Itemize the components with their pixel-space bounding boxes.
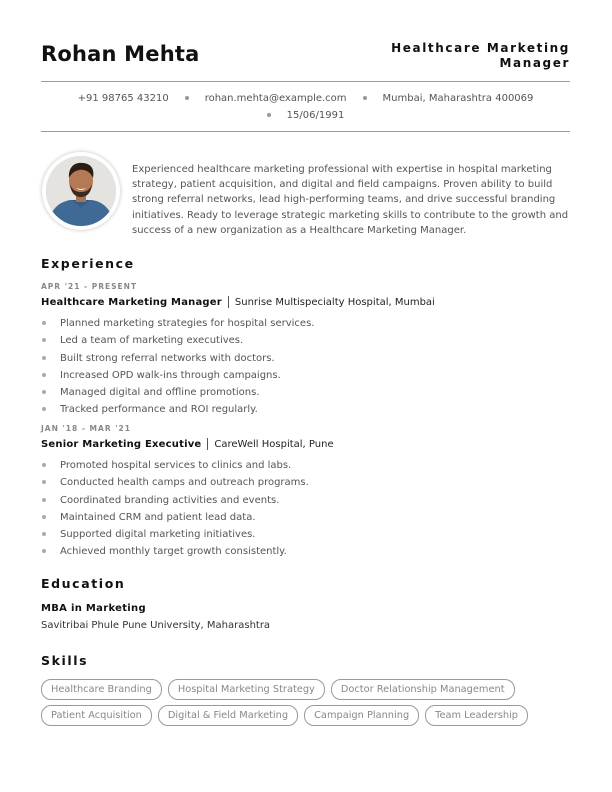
bullet-icon (42, 515, 46, 519)
skill-tag: Digital & Field Marketing (158, 705, 298, 726)
skill-tag: Campaign Planning (304, 705, 419, 726)
profile-photo (46, 156, 116, 226)
bullet-text: Maintained CRM and patient lead data. (60, 511, 256, 523)
bullet-text: Planned marketing strategies for hospital services. (60, 318, 315, 329)
job-title-line2: Manager (499, 56, 570, 70)
phone: +91 98765 43210 (77, 93, 169, 104)
job-company: Sunrise Multispecialty Hospital, Mumbai (234, 297, 435, 308)
bullet-text: Led a team of marketing executives. (60, 335, 244, 347)
section-title-skills: Skills (41, 653, 89, 668)
avatar (42, 152, 120, 230)
list-item (41, 401, 541, 418)
section-title-education: Education (41, 576, 126, 591)
job-title-line1: Healthcare Marketing (391, 41, 570, 55)
job-title (350, 41, 570, 71)
person-photo-icon (46, 156, 116, 226)
profile-summary: Experienced healthcare marketing professional with expertise in hospital marketing strategy, patient acquisition, and digital and field campaigns. Proven ability to build strong referral networks, lead high-performing teams, and drive successful branding initiatives. Ready to leverage strategic marketing skills to contribute to the growth and success of a new organization as a Healthcare Marketing Manager. (132, 164, 569, 236)
bullet-icon (42, 390, 46, 394)
contact-line-1 (41, 93, 570, 104)
bullet-icon (42, 480, 46, 484)
list-item (41, 350, 541, 367)
bullet-text: Tracked performance and ROI regularly. (60, 404, 258, 416)
candidate-name: Rohan Mehta (41, 42, 200, 66)
skill-tag: Doctor Relationship Management (331, 679, 515, 700)
header-divider-top (41, 81, 570, 82)
bullet-text: Promoted hospital services to clinics and labs. (60, 460, 292, 471)
section-title-experience: Experience (41, 256, 135, 271)
bullet-icon (42, 407, 46, 411)
list-item (41, 492, 541, 509)
bullet-icon (42, 321, 46, 325)
list-item (41, 457, 541, 474)
education-degree: MBA in Marketing (41, 603, 146, 614)
skill-tag: Team Leadership (425, 705, 528, 726)
job-bullets (41, 457, 541, 561)
bullet-text: Achieved monthly target growth consistently. (60, 546, 287, 558)
skills-row (41, 679, 561, 700)
bullet-text: Built strong referral networks with doctors. (60, 352, 275, 364)
bullet-icon (42, 549, 46, 553)
skill-tag: Healthcare Branding (41, 679, 162, 700)
date-of-birth: 15/06/1991 (286, 110, 345, 121)
list-item (41, 384, 541, 401)
skills-row (41, 705, 561, 726)
job-bullets (41, 315, 541, 419)
bullet-text: Managed digital and offline promotions. (60, 387, 260, 399)
list-item (41, 367, 541, 384)
list-item (41, 332, 541, 349)
bullet-separator (363, 96, 367, 100)
bullet-icon (42, 532, 46, 536)
list-item (41, 543, 541, 560)
job-heading (41, 296, 435, 308)
bullet-text: Increased OPD walk-ins through campaigns. (60, 369, 281, 381)
skill-tag: Patient Acquisition (41, 705, 152, 726)
bullet-text: Coordinated branding activities and events. (60, 494, 280, 506)
job-dates: APR '21 - PRESENT (41, 282, 138, 291)
skill-tag: Hospital Marketing Strategy (168, 679, 325, 700)
bullet-icon (42, 338, 46, 342)
email[interactable]: rohan.mehta@example.com (204, 93, 347, 104)
bullet-separator (267, 113, 271, 117)
bullet-text: Supported digital marketing initiatives. (60, 529, 256, 541)
skills-list (41, 679, 561, 731)
job-company: CareWell Hospital, Pune (214, 439, 334, 450)
location: Mumbai, Maharashtra 400069 (382, 93, 534, 104)
divider (207, 438, 208, 450)
contact-line-2 (41, 110, 570, 121)
bullet-icon (42, 498, 46, 502)
job-dates: JAN '18 - MAR '21 (41, 424, 131, 433)
job-role: Senior Marketing Executive (41, 439, 202, 450)
divider (228, 296, 229, 308)
job-role: Healthcare Marketing Manager (41, 297, 222, 308)
bullet-icon (42, 356, 46, 360)
list-item (41, 509, 541, 526)
list-item (41, 474, 541, 491)
header-divider-bottom (41, 131, 570, 132)
job-heading (41, 438, 334, 450)
list-item (41, 526, 541, 543)
bullet-separator (185, 96, 189, 100)
bullet-icon (42, 373, 46, 377)
education-school: Savitribai Phule Pune University, Maharashtra (41, 620, 271, 631)
bullet-text: Conducted health camps and outreach programs. (60, 477, 309, 489)
bullet-icon (42, 463, 46, 467)
list-item (41, 315, 541, 332)
